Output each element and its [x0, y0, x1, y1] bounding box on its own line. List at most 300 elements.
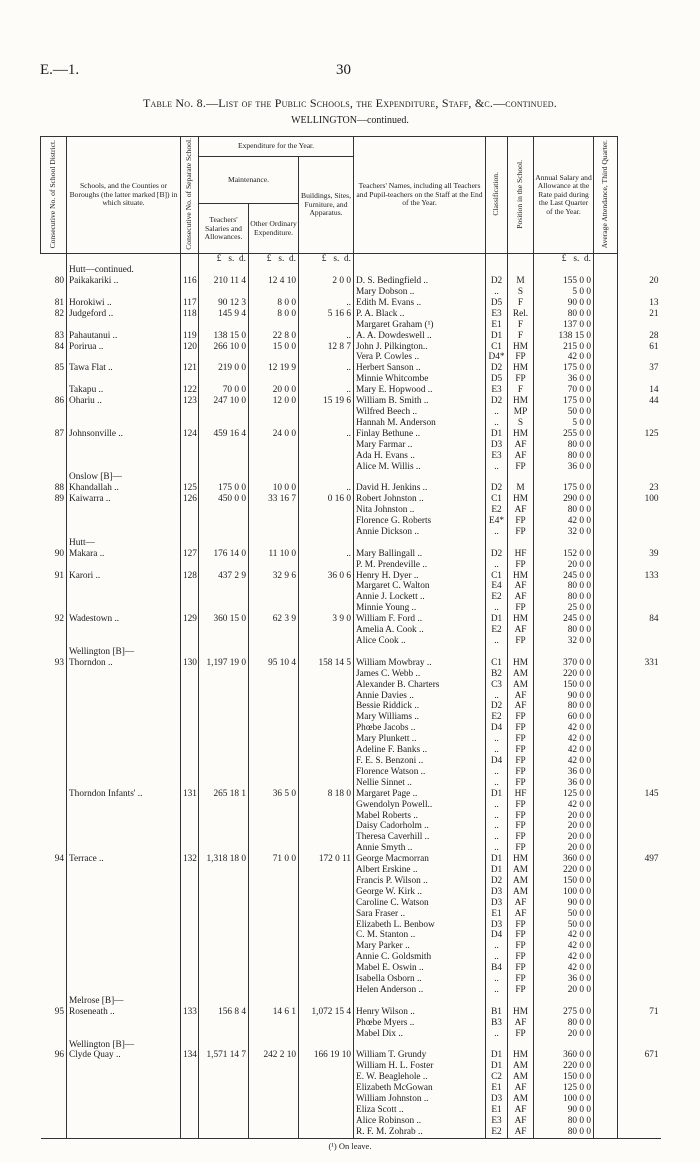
cell-attendance: [618, 320, 661, 331]
cell-school-name: Johnsonville ..: [67, 429, 181, 440]
cell-classification: ..: [486, 778, 508, 789]
cell-school-name: [67, 811, 181, 822]
cell-school-no: [181, 418, 199, 429]
cell-attendance: 28: [618, 331, 661, 342]
cell-classification: D3: [486, 1094, 508, 1105]
cell-school-no: 130: [181, 658, 199, 669]
cell-district-no: [41, 930, 67, 941]
cell-buildings: [299, 832, 354, 843]
table-row: [41, 1072, 661, 1083]
cell-district-no: [41, 811, 67, 822]
cell-school-name: [67, 374, 181, 385]
cell-salaries: [199, 952, 249, 963]
cell-annual-salary: 150 0 0: [534, 680, 594, 691]
cell-school-no: 124: [181, 429, 199, 440]
table-row: [41, 974, 661, 985]
cell-school-name: Wellington [B]—: [67, 647, 181, 658]
cell-salaries: [199, 560, 249, 571]
cell-district-no: 81: [54, 297, 64, 308]
table-row: [41, 1061, 661, 1072]
cell-school-name: Onslow [B]—: [67, 472, 181, 483]
cell-attendance: 497: [618, 854, 661, 865]
cell-spacer: [594, 691, 618, 702]
cell-salaries: [199, 843, 249, 854]
cell-district-no: [41, 865, 67, 876]
cell-annual-salary: 42 0 0: [534, 352, 594, 363]
cell-school-no: [181, 767, 199, 778]
cell-buildings: [299, 538, 354, 549]
cell-attendance: [618, 1105, 661, 1116]
cell-other-expenditure: 20 0 0: [249, 385, 299, 396]
cell-district-no: [41, 581, 67, 592]
cell-school-name: [67, 920, 181, 931]
cell-teacher-name: William F. Ford ..: [354, 614, 486, 625]
cell-classification: E3: [486, 309, 508, 320]
cell-district-no: [41, 909, 67, 920]
col-schools: Schools, and the Counties or Boroughs (the latter marked [B]) in which situate.: [67, 137, 181, 254]
cell-annual-salary: 42 0 0: [534, 952, 594, 963]
cell-teacher-name: [354, 647, 486, 658]
cell-school-name: Pahautanui ..: [67, 331, 181, 342]
cell-spacer: [594, 1094, 618, 1105]
cell-other-expenditure: [249, 320, 299, 331]
table-row: [41, 1116, 661, 1127]
cell-position: FP: [508, 821, 534, 832]
cell-attendance: 21: [618, 309, 661, 320]
cell-school-name: Roseneath ..: [67, 1007, 181, 1018]
cell-school-no: [181, 701, 199, 712]
cell-position: AM: [508, 1061, 534, 1072]
cell-annual-salary: 175 0 0: [534, 396, 594, 407]
cell-attendance: [618, 745, 661, 756]
cell-school-name: [67, 821, 181, 832]
table-row: [41, 429, 661, 440]
cell-position: FP: [508, 767, 534, 778]
table-row: [41, 516, 661, 527]
cell-other-expenditure: [249, 669, 299, 680]
cell-classification: ..: [486, 985, 508, 996]
table-row: [41, 1007, 661, 1018]
cell-other-expenditure: [249, 974, 299, 985]
table-row: [41, 287, 661, 298]
table-row: [41, 1050, 661, 1061]
cell-other-expenditure: [249, 1105, 299, 1116]
cell-salaries: [199, 680, 249, 691]
cell-spacer: [594, 483, 618, 494]
cell-buildings: 5 16 6: [299, 309, 354, 320]
cell-attendance: [618, 1083, 661, 1094]
cell-teacher-name: Francis P. Wilson ..: [354, 876, 486, 887]
cell-buildings: [299, 811, 354, 822]
cell-spacer: [594, 1116, 618, 1127]
cell-buildings: [299, 680, 354, 691]
cell-other-expenditure: [249, 1040, 299, 1051]
cell-spacer: [594, 701, 618, 712]
cell-teacher-name: George Macmorran: [354, 854, 486, 865]
cell-buildings: [299, 941, 354, 952]
cell-other-expenditure: [249, 876, 299, 887]
cell-district-no: [41, 996, 67, 1007]
cell-school-no: [181, 374, 199, 385]
cell-classification: E3: [486, 451, 508, 462]
cell-annual-salary: 90 0 0: [534, 898, 594, 909]
cell-attendance: 39: [618, 549, 661, 560]
cell-school-no: [181, 527, 199, 538]
cell-attendance: [618, 734, 661, 745]
cell-school-name: [67, 603, 181, 614]
cell-district-no: [41, 538, 67, 549]
cell-position: AM: [508, 669, 534, 680]
cell-school-name: [67, 1061, 181, 1072]
cell-attendance: [618, 712, 661, 723]
cell-other-expenditure: [249, 287, 299, 298]
cell-salaries: [199, 440, 249, 451]
cell-school-no: [181, 712, 199, 723]
cell-annual-salary: 125 0 0: [534, 789, 594, 800]
cell-attendance: [618, 647, 661, 658]
cell-attendance: [618, 352, 661, 363]
cell-position: AM: [508, 865, 534, 876]
cell-school-name: [67, 909, 181, 920]
cell-annual-salary: 60 0 0: [534, 712, 594, 723]
cell-school-name: [67, 1018, 181, 1029]
cell-school-name: Kaiwarra ..: [67, 494, 181, 505]
cell-school-no: [181, 865, 199, 876]
cell-spacer: [594, 658, 618, 669]
cell-buildings: [299, 800, 354, 811]
cell-attendance: [618, 843, 661, 854]
cell-school-name: Porirua ..: [67, 342, 181, 353]
cell-attendance: [618, 560, 661, 571]
cell-position: F: [508, 320, 534, 331]
cell-other-expenditure: 242 2 10: [249, 1050, 299, 1061]
cell-position: FP: [508, 930, 534, 941]
cell-spacer: [594, 462, 618, 473]
cell-annual-salary: 80 0 0: [534, 592, 594, 603]
cell-district-no: [41, 603, 67, 614]
cell-other-expenditure: [249, 963, 299, 974]
cell-teacher-name: Annie J. Lockett ..: [354, 592, 486, 603]
cell-classification: E2: [486, 1127, 508, 1138]
cell-classification: [486, 647, 508, 658]
cell-school-name: [67, 669, 181, 680]
cell-spacer: [594, 898, 618, 909]
cell-other-expenditure: [249, 691, 299, 702]
cell-buildings: [299, 843, 354, 854]
cell-district-no: [41, 636, 67, 647]
cell-salaries: [199, 407, 249, 418]
cell-classification: ..: [486, 811, 508, 822]
cell-buildings: [299, 996, 354, 1007]
cell-position: HM: [508, 854, 534, 865]
cell-school-no: [181, 320, 199, 331]
cell-district-no: [41, 1072, 67, 1083]
cell-spacer: [594, 985, 618, 996]
cell-annual-salary: 90 0 0: [534, 1105, 594, 1116]
cell-school-no: [181, 821, 199, 832]
cell-teacher-name: P. M. Prendeville ..: [354, 560, 486, 571]
cell-other-expenditure: 95 10 4: [249, 658, 299, 669]
cell-classification: E1: [486, 320, 508, 331]
cell-annual-salary: 20 0 0: [534, 832, 594, 843]
cell-district-no: [41, 527, 67, 538]
cell-classification: E3: [486, 1116, 508, 1127]
cell-position: M: [508, 483, 534, 494]
table-row: [41, 865, 661, 876]
cell-spacer: [594, 451, 618, 462]
cell-salaries: 219 0 0: [199, 363, 249, 374]
cell-district-no: [41, 876, 67, 887]
cell-classification: C2: [486, 1072, 508, 1083]
cell-position: FP: [508, 374, 534, 385]
cell-district-no: [41, 647, 67, 658]
cell-salaries: 1,197 19 0: [199, 658, 249, 669]
cell-other-expenditure: [249, 767, 299, 778]
cell-classification: ..: [486, 832, 508, 843]
cell-district-no: [41, 800, 67, 811]
cell-other-expenditure: 12 19 9: [249, 363, 299, 374]
cell-district-no: 96: [54, 1050, 64, 1061]
cell-district-no: [41, 287, 67, 298]
cell-classification: C3: [486, 680, 508, 691]
cell-spacer: [594, 1105, 618, 1116]
cell-district-no: [41, 1029, 67, 1040]
cell-classification: ..: [486, 287, 508, 298]
cell-other-expenditure: [249, 374, 299, 385]
cell-teacher-name: R. F. M. Zohrab ..: [354, 1127, 486, 1138]
cell-other-expenditure: [249, 592, 299, 603]
cell-buildings: [299, 723, 354, 734]
table-row: [41, 462, 661, 473]
cell-classification: E1: [486, 1083, 508, 1094]
cell-attendance: [618, 516, 661, 527]
cell-other-expenditure: [249, 265, 299, 276]
table-row: [41, 1094, 661, 1105]
cell-buildings: 8 18 0: [299, 789, 354, 800]
cell-spacer: [594, 811, 618, 822]
cell-other-expenditure: [249, 1072, 299, 1083]
cell-school-name: [67, 287, 181, 298]
cell-other-expenditure: [249, 985, 299, 996]
cell-school-no: 129: [181, 614, 199, 625]
cell-school-name: Wellington [B]—: [67, 1040, 181, 1051]
cell-attendance: [618, 865, 661, 876]
cell-classification: D2: [486, 549, 508, 560]
cell-attendance: 145: [618, 789, 661, 800]
cell-attendance: [618, 963, 661, 974]
cell-school-no: [181, 636, 199, 647]
cell-classification: ..: [486, 462, 508, 473]
cell-school-name: [67, 560, 181, 571]
cell-annual-salary: 80 0 0: [534, 1127, 594, 1138]
cell-position: AM: [508, 887, 534, 898]
cell-position: [508, 1040, 534, 1051]
table-row: [41, 734, 661, 745]
cell-annual-salary: 42 0 0: [534, 723, 594, 734]
table-row: [41, 669, 661, 680]
cell-position: S: [508, 287, 534, 298]
cell-spacer: [594, 505, 618, 516]
cell-buildings: [299, 669, 354, 680]
cell-salaries: 138 15 0: [199, 331, 249, 342]
cell-salaries: [199, 603, 249, 614]
cell-position: AF: [508, 592, 534, 603]
units-salary: £ s. d.: [534, 254, 594, 265]
cell-school-name: Makara ..: [67, 549, 181, 560]
cell-position: HM: [508, 1050, 534, 1061]
cell-district-no: [41, 952, 67, 963]
cell-salaries: [199, 996, 249, 1007]
cell-position: FP: [508, 778, 534, 789]
cell-school-no: [181, 1029, 199, 1040]
table-row: [41, 952, 661, 963]
cell-other-expenditure: [249, 865, 299, 876]
cell-classification: ..: [486, 636, 508, 647]
cell-spacer: [594, 647, 618, 658]
cell-attendance: [618, 287, 661, 298]
cell-classification: B2: [486, 669, 508, 680]
table-row: [41, 592, 661, 603]
cell-teacher-name: Annie C. Goldsmith: [354, 952, 486, 963]
cell-attendance: [618, 527, 661, 538]
table-row: [41, 265, 661, 276]
cell-position: HM: [508, 658, 534, 669]
cell-other-expenditure: [249, 909, 299, 920]
cell-school-no: [181, 963, 199, 974]
cell-spacer: [594, 996, 618, 1007]
cell-annual-salary: 20 0 0: [534, 811, 594, 822]
table-row: [41, 985, 661, 996]
cell-buildings: [299, 1072, 354, 1083]
cell-classification: ..: [486, 941, 508, 952]
cell-school-no: 127: [181, 549, 199, 560]
cell-annual-salary: 80 0 0: [534, 505, 594, 516]
cell-teacher-name: Mary Plunkett ..: [354, 734, 486, 745]
cell-salaries: 156 8 4: [199, 1007, 249, 1018]
cell-spacer: [594, 876, 618, 887]
cell-district-no: [41, 941, 67, 952]
cell-salaries: [199, 636, 249, 647]
table-row: [41, 843, 661, 854]
cell-other-expenditure: [249, 1116, 299, 1127]
cell-spacer: [594, 625, 618, 636]
cell-buildings: 0 16 0: [299, 494, 354, 505]
cell-attendance: [618, 407, 661, 418]
col-school-no: Consecutive No. of Separate School.: [181, 137, 199, 254]
cell-annual-salary: 25 0 0: [534, 603, 594, 614]
cell-other-expenditure: [249, 516, 299, 527]
cell-other-expenditure: 8 0 0: [249, 298, 299, 309]
cell-annual-salary: 5 0 0: [534, 418, 594, 429]
cell-school-name: [67, 701, 181, 712]
cell-teacher-name: Mabel E. Oswin ..: [354, 963, 486, 974]
cell-salaries: [199, 941, 249, 952]
cell-teacher-name: Theresa Caverhill ..: [354, 832, 486, 843]
cell-teacher-name: Margaret Page ..: [354, 789, 486, 800]
cell-classification: D1: [486, 614, 508, 625]
cell-district-no: [41, 407, 67, 418]
cell-buildings: [299, 625, 354, 636]
cell-attendance: [618, 909, 661, 920]
cell-classification: ..: [486, 1029, 508, 1040]
cell-classification: D1: [486, 865, 508, 876]
cell-salaries: [199, 516, 249, 527]
cell-position: AF: [508, 898, 534, 909]
cell-other-expenditure: [249, 560, 299, 571]
cell-salaries: [199, 462, 249, 473]
table-row: [41, 1083, 661, 1094]
cell-classification: D3: [486, 898, 508, 909]
cell-attendance: [618, 996, 661, 1007]
cell-school-no: [181, 1061, 199, 1072]
table-row: [41, 374, 661, 385]
cell-position: AF: [508, 1018, 534, 1029]
cell-annual-salary: 42 0 0: [534, 930, 594, 941]
cell-annual-salary: 245 0 0: [534, 614, 594, 625]
table-row: [41, 767, 661, 778]
cell-school-no: [181, 909, 199, 920]
cell-attendance: [618, 1116, 661, 1127]
cell-attendance: [618, 756, 661, 767]
cell-school-no: [181, 843, 199, 854]
cell-district-no: [41, 462, 67, 473]
cell-other-expenditure: [249, 821, 299, 832]
cell-annual-salary: 370 0 0: [534, 658, 594, 669]
table-row: [41, 789, 661, 800]
cell-school-no: [181, 1116, 199, 1127]
cell-other-expenditure: [249, 941, 299, 952]
cell-district-no: [41, 821, 67, 832]
cell-annual-salary: 80 0 0: [534, 440, 594, 451]
cell-position: FP: [508, 1029, 534, 1040]
cell-attendance: 671: [618, 1050, 661, 1061]
cell-teacher-name: George W. Kirk ..: [354, 887, 486, 898]
cell-other-expenditure: 24 0 0: [249, 429, 299, 440]
cell-district-no: [41, 756, 67, 767]
cell-teacher-name: Henry Wilson ..: [354, 1007, 486, 1018]
cell-other-expenditure: [249, 920, 299, 931]
cell-position: FP: [508, 920, 534, 931]
cell-salaries: [199, 701, 249, 712]
cell-district-no: [41, 1018, 67, 1029]
cell-teacher-name: Annie Smyth ..: [354, 843, 486, 854]
cell-attendance: [618, 440, 661, 451]
cell-position: FP: [508, 560, 534, 571]
cell-district-no: [41, 1061, 67, 1072]
table-row: [41, 930, 661, 941]
cell-spacer: [594, 778, 618, 789]
cell-other-expenditure: [249, 887, 299, 898]
table-row: [41, 560, 661, 571]
cell-district-no: 91: [54, 570, 64, 581]
cell-other-expenditure: 22 8 0: [249, 331, 299, 342]
cell-position: AF: [508, 625, 534, 636]
cell-district-no: [41, 898, 67, 909]
cell-school-name: [67, 1083, 181, 1094]
cell-teacher-name: Florence Watson ..: [354, 767, 486, 778]
cell-classification: [486, 1040, 508, 1051]
cell-position: AF: [508, 451, 534, 462]
cell-other-expenditure: [249, 778, 299, 789]
cell-attendance: [618, 985, 661, 996]
cell-salaries: 1,571 14 7: [199, 1050, 249, 1061]
table-row: [41, 407, 661, 418]
cell-classification: E2: [486, 625, 508, 636]
cell-annual-salary: 137 0 0: [534, 320, 594, 331]
cell-classification: B1: [486, 1007, 508, 1018]
cell-position: FP: [508, 636, 534, 647]
cell-school-no: [181, 680, 199, 691]
